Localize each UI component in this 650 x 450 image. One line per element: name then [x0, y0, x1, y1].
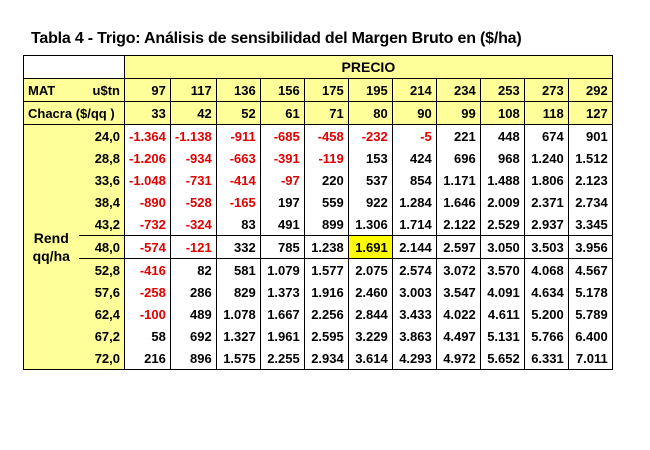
value-cell: 2.595 — [304, 325, 348, 347]
value-cell: 2.144 — [392, 236, 436, 259]
value-cell: 899 — [304, 213, 348, 236]
value-cell: -165 — [216, 191, 260, 213]
value-cell: -416 — [125, 259, 171, 282]
value-cell: 197 — [260, 191, 304, 213]
mat-value-cell: 273 — [524, 79, 568, 102]
precio-header: PRECIO — [125, 56, 613, 79]
value-cell: 3.956 — [568, 236, 612, 259]
value-cell: 674 — [524, 125, 568, 148]
value-cell: 286 — [170, 281, 216, 303]
value-cell: -911 — [216, 125, 260, 148]
value-cell: 2.371 — [524, 191, 568, 213]
value-cell: 1.575 — [216, 347, 260, 370]
rend-value-cell: 72,0 — [79, 347, 125, 370]
value-cell: 1.306 — [348, 213, 392, 236]
corner-cell — [24, 56, 79, 79]
mat-row — [24, 79, 613, 102]
value-cell: 2.734 — [568, 191, 612, 213]
chacra-row — [24, 102, 613, 125]
value-cell: 1.961 — [260, 325, 304, 347]
rend-label-line2: qq/ha — [32, 248, 70, 264]
value-cell: 216 — [125, 347, 171, 370]
chacra-value-cell: 90 — [392, 102, 436, 125]
chacra-value-cell: 80 — [348, 102, 392, 125]
value-cell: -732 — [125, 213, 171, 236]
value-cell: 3.229 — [348, 325, 392, 347]
value-cell: 2.075 — [348, 259, 392, 282]
value-cell: 2.122 — [436, 213, 480, 236]
mat-unit: u$tn — [79, 79, 125, 102]
chacra-label: Chacra ($/qq ) — [24, 102, 125, 125]
value-cell: 221 — [436, 125, 480, 148]
table-row — [24, 191, 613, 213]
rend-value-cell: 48,0 — [79, 236, 125, 259]
value-cell: 4.068 — [524, 259, 568, 282]
mat-value-cell: 292 — [568, 79, 612, 102]
value-cell: 785 — [260, 236, 304, 259]
value-cell: -1.206 — [125, 147, 171, 169]
value-cell: 220 — [304, 169, 348, 191]
value-cell: 581 — [216, 259, 260, 282]
value-cell: 2.009 — [480, 191, 524, 213]
value-cell: 3.345 — [568, 213, 612, 236]
table-row — [24, 281, 613, 303]
value-cell: -458 — [304, 125, 348, 148]
mat-value-cell: 175 — [304, 79, 348, 102]
value-cell: -119 — [304, 147, 348, 169]
mat-value-cell: 234 — [436, 79, 480, 102]
value-cell: 1.512 — [568, 147, 612, 169]
value-cell: 2.934 — [304, 347, 348, 370]
value-cell: 7.011 — [568, 347, 612, 370]
value-cell: 4.293 — [392, 347, 436, 370]
value-cell: 3.503 — [524, 236, 568, 259]
sensitivity-table — [23, 55, 613, 370]
value-cell: -391 — [260, 147, 304, 169]
mat-value-cell: 136 — [216, 79, 260, 102]
value-cell: 3.570 — [480, 259, 524, 282]
value-cell: 2.256 — [304, 303, 348, 325]
value-cell: 5.766 — [524, 325, 568, 347]
value-cell: -663 — [216, 147, 260, 169]
value-cell: 1.916 — [304, 281, 348, 303]
value-cell: -100 — [125, 303, 171, 325]
value-cell: 2.574 — [392, 259, 436, 282]
value-cell: -5 — [392, 125, 436, 148]
value-cell: 692 — [170, 325, 216, 347]
value-cell: 2.460 — [348, 281, 392, 303]
mat-value-cell: 195 — [348, 79, 392, 102]
value-cell: 2.937 — [524, 213, 568, 236]
table-title: Tabla 4 - Trigo: Análisis de sensibilidad del Margen Bruto en ($/ha) — [31, 30, 522, 47]
rend-value-cell: 52,8 — [79, 259, 125, 282]
value-cell: 559 — [304, 191, 348, 213]
highlighted-value-cell: 1.691 — [348, 236, 392, 259]
value-cell: 3.614 — [348, 347, 392, 370]
corner-cell — [79, 56, 125, 79]
value-cell: -1.364 — [125, 125, 171, 148]
value-cell: 1.240 — [524, 147, 568, 169]
value-cell: -1.138 — [170, 125, 216, 148]
chacra-value-cell: 127 — [568, 102, 612, 125]
value-cell: 1.238 — [304, 236, 348, 259]
value-cell: 4.972 — [436, 347, 480, 370]
value-cell: -121 — [170, 236, 216, 259]
value-cell: 1.577 — [304, 259, 348, 282]
value-cell: 1.284 — [392, 191, 436, 213]
value-cell: 2.529 — [480, 213, 524, 236]
value-cell: 5.131 — [480, 325, 524, 347]
table-row — [24, 169, 613, 191]
rend-label-line1: Rend — [33, 230, 69, 246]
value-cell: 4.091 — [480, 281, 524, 303]
value-cell: 424 — [392, 147, 436, 169]
mat-value-cell: 97 — [125, 79, 171, 102]
value-cell: 4.497 — [436, 325, 480, 347]
value-cell: 3.863 — [392, 325, 436, 347]
table-row — [24, 147, 613, 169]
rend-label — [24, 125, 79, 370]
value-cell: 854 — [392, 169, 436, 191]
rend-value-cell: 57,6 — [79, 281, 125, 303]
rend-value-cell: 33,6 — [79, 169, 125, 191]
value-cell: 489 — [170, 303, 216, 325]
value-cell: 922 — [348, 191, 392, 213]
value-cell: 829 — [216, 281, 260, 303]
value-cell: 2.255 — [260, 347, 304, 370]
value-cell: 3.003 — [392, 281, 436, 303]
value-cell: 58 — [125, 325, 171, 347]
value-cell: 82 — [170, 259, 216, 282]
table-row — [24, 325, 613, 347]
value-cell: 968 — [480, 147, 524, 169]
value-cell: -414 — [216, 169, 260, 191]
chacra-value-cell: 33 — [125, 102, 171, 125]
value-cell: -934 — [170, 147, 216, 169]
value-cell: 6.331 — [524, 347, 568, 370]
mat-value-cell: 214 — [392, 79, 436, 102]
value-cell: 1.078 — [216, 303, 260, 325]
chacra-value-cell: 99 — [436, 102, 480, 125]
value-cell: 1.806 — [524, 169, 568, 191]
value-cell: 491 — [260, 213, 304, 236]
value-cell: -685 — [260, 125, 304, 148]
mat-value-cell: 156 — [260, 79, 304, 102]
value-cell: 3.050 — [480, 236, 524, 259]
value-cell: 332 — [216, 236, 260, 259]
mat-value-cell: 253 — [480, 79, 524, 102]
value-cell: 4.611 — [480, 303, 524, 325]
value-cell: 1.714 — [392, 213, 436, 236]
table-row — [24, 125, 613, 148]
chacra-value-cell: 108 — [480, 102, 524, 125]
value-cell: 5.200 — [524, 303, 568, 325]
table-row — [24, 259, 613, 282]
value-cell: -258 — [125, 281, 171, 303]
table-row — [24, 303, 613, 325]
value-cell: 537 — [348, 169, 392, 191]
chacra-value-cell: 71 — [304, 102, 348, 125]
value-cell: 2.123 — [568, 169, 612, 191]
table-row — [24, 213, 613, 236]
rend-value-cell: 43,2 — [79, 213, 125, 236]
value-cell: 1.646 — [436, 191, 480, 213]
value-cell: 83 — [216, 213, 260, 236]
chacra-value-cell: 61 — [260, 102, 304, 125]
value-cell: 3.433 — [392, 303, 436, 325]
mat-label: MAT — [24, 79, 79, 102]
chacra-value-cell: 118 — [524, 102, 568, 125]
value-cell: 896 — [170, 347, 216, 370]
rend-value-cell: 24,0 — [79, 125, 125, 148]
mat-value-cell: 117 — [170, 79, 216, 102]
rend-value-cell: 28,8 — [79, 147, 125, 169]
value-cell: -1.048 — [125, 169, 171, 191]
value-cell: 1.171 — [436, 169, 480, 191]
value-cell: 1.373 — [260, 281, 304, 303]
table-row — [24, 236, 613, 259]
table-body — [24, 56, 613, 370]
value-cell: 3.072 — [436, 259, 480, 282]
value-cell: -324 — [170, 213, 216, 236]
value-cell: 2.844 — [348, 303, 392, 325]
value-cell: 901 — [568, 125, 612, 148]
value-cell: -731 — [170, 169, 216, 191]
value-cell: 696 — [436, 147, 480, 169]
rend-value-cell: 62,4 — [79, 303, 125, 325]
value-cell: 1.667 — [260, 303, 304, 325]
value-cell: 5.178 — [568, 281, 612, 303]
value-cell: 153 — [348, 147, 392, 169]
precio-header-row — [24, 56, 613, 79]
value-cell: -528 — [170, 191, 216, 213]
value-cell: 448 — [480, 125, 524, 148]
chacra-value-cell: 52 — [216, 102, 260, 125]
value-cell: 4.634 — [524, 281, 568, 303]
value-cell: 4.022 — [436, 303, 480, 325]
value-cell: -232 — [348, 125, 392, 148]
chacra-value-cell: 42 — [170, 102, 216, 125]
value-cell: 1.488 — [480, 169, 524, 191]
value-cell: -574 — [125, 236, 171, 259]
value-cell: 1.327 — [216, 325, 260, 347]
table-row — [24, 347, 613, 370]
rend-value-cell: 67,2 — [79, 325, 125, 347]
value-cell: 4.567 — [568, 259, 612, 282]
value-cell: 6.400 — [568, 325, 612, 347]
value-cell: 3.547 — [436, 281, 480, 303]
value-cell: -97 — [260, 169, 304, 191]
value-cell: -890 — [125, 191, 171, 213]
value-cell: 2.597 — [436, 236, 480, 259]
value-cell: 1.079 — [260, 259, 304, 282]
value-cell: 5.789 — [568, 303, 612, 325]
rend-value-cell: 38,4 — [79, 191, 125, 213]
value-cell: 5.652 — [480, 347, 524, 370]
